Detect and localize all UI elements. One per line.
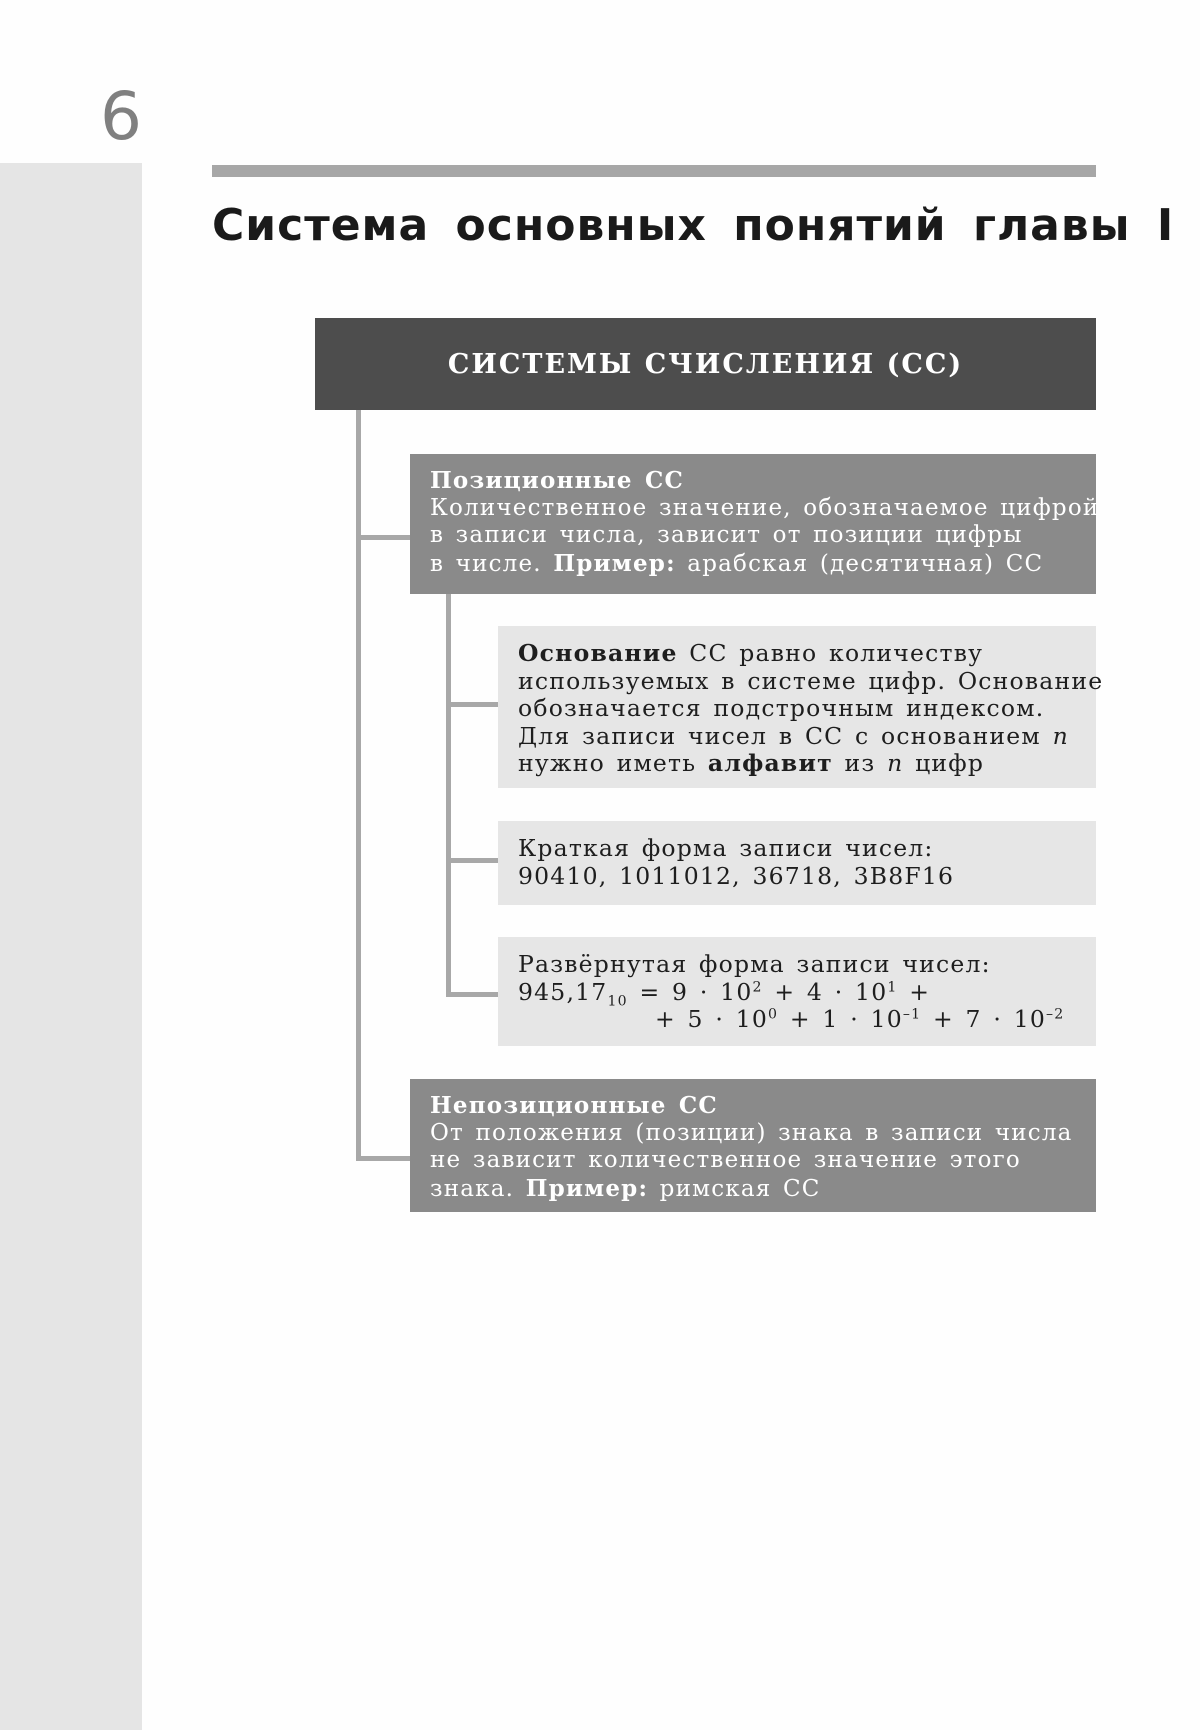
main-vertical-connector [356,410,361,1161]
short-form-examples: 90410, 1011012, 36718, 3B8F16 [518,861,955,890]
non-positional-text-line: От положения (позиции) знака в записи числа [430,1119,1073,1146]
expanded-form-label: Развёрнутая форма записи чисел: [518,950,991,978]
expanded-form-formula: $945,17_{10} = 9 \cdot 10^2 + 4 \cdot 10^1$ + [518,977,931,1010]
short-form-box [498,821,1096,905]
connector-to-non-positional [356,1156,410,1161]
base-box [498,626,1104,788]
base-term: Основание [518,639,678,667]
header-rule [212,165,1096,177]
base-text-line: обозначается подстрочным индексом. [518,694,1045,722]
chapter-title: Система основных понятий главы I [212,200,1175,251]
non-positional-title: Непозиционные СС [430,1092,718,1119]
positional-box [410,454,1100,594]
connector-to-positional [356,535,410,540]
base-text-line: нужно иметь алфавит из n цифр [518,749,985,777]
connector-to-short-form [446,858,498,863]
connector-to-base-box [446,702,498,707]
positional-text-line: Количественное значение, обозначаемое цифрой [430,494,1100,521]
base-text-line: Основание СС равно количеству [518,639,984,667]
example-label: Пример: [525,1174,649,1202]
number-systems-box: СИСТЕМЫ СЧИСЛЕНИЯ (СС) [315,318,1096,410]
positional-text-line: в числе. Пример: арабская (десятичная) СС [430,549,1044,577]
page-number: 6 [100,78,142,155]
left-margin-strip [0,163,142,1730]
base-text-line: Для записи чисел в СС с основанием n [518,721,1069,750]
non-positional-box [410,1079,1096,1212]
positional-text-line: в записи числа, зависит от позиции цифры [430,522,1023,548]
positional-title: Позиционные СС [430,467,684,494]
connector-to-expanded-form [446,992,498,997]
sub-vertical-connector [446,592,451,997]
expanded-form-box [498,937,1096,1046]
non-positional-text-line: не зависит количественное значение этого [430,1147,1021,1173]
short-form-label: Краткая форма записи чисел: [518,834,934,862]
example-label: Пример: [553,549,676,577]
alphabet-term: алфавит [707,749,833,777]
expanded-form-formula: + $5 \cdot 10^0 + 1 \cdot 10^{-1} + 7 \cdot 10^{-2}$ [655,1005,1065,1033]
non-positional-text-line: знака. Пример: римская СС [430,1174,821,1202]
base-text-line: используемых в системе цифр. Основание [518,666,1104,695]
